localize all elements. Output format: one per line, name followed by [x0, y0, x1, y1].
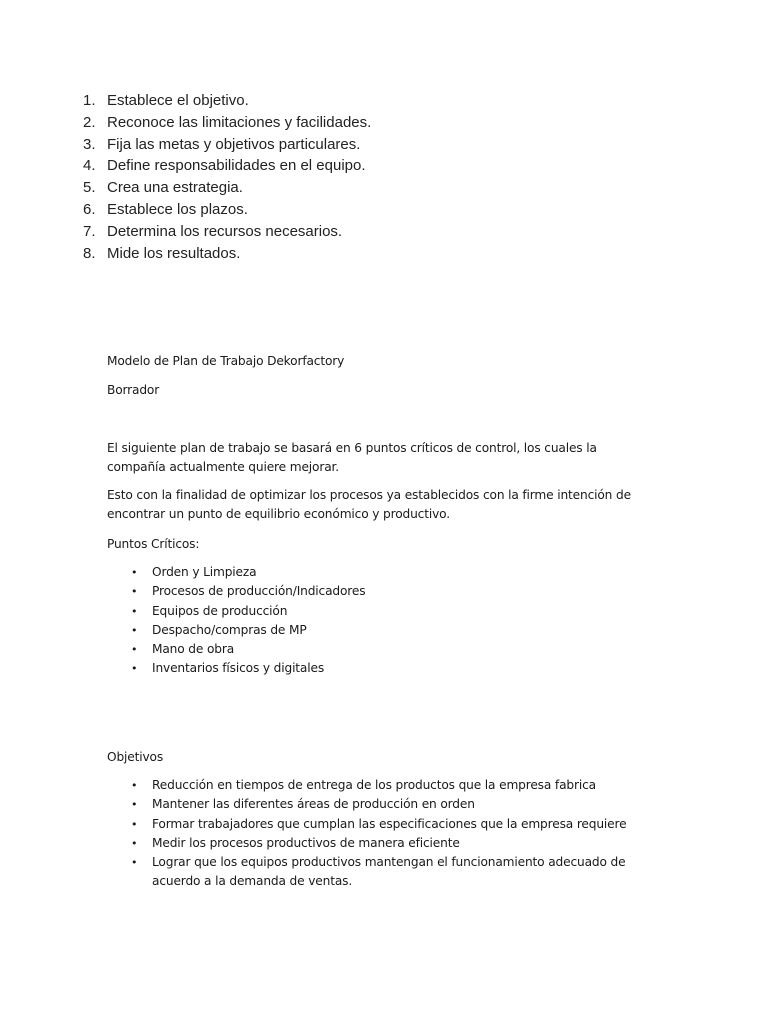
bullet-icon: •	[131, 798, 138, 812]
list-item	[83, 155, 371, 177]
list-item	[107, 582, 667, 601]
list-item-text: Fija las metas y objetivos particulares.	[107, 135, 361, 153]
list-item-text: Mide los resultados.	[107, 244, 241, 262]
bullet-icon: •	[131, 585, 138, 599]
bullet-icon: •	[131, 643, 138, 657]
list-item	[107, 834, 667, 853]
list-item	[107, 621, 667, 640]
bullet-icon: •	[131, 662, 138, 676]
list-item	[83, 199, 371, 221]
list-item	[83, 177, 371, 199]
document-title: Modelo de Plan de Trabajo Dekorfactory	[107, 354, 345, 368]
intro-paragraph: El siguiente plan de trabajo se basará en 6 puntos críticos de control, los cuales la compañía actualmente quiere mejorar.	[107, 441, 597, 474]
bullet-icon: •	[131, 817, 138, 831]
list-item-text: Procesos de producción/Indicadores	[152, 584, 366, 599]
list-item-text: Establece el objetivo.	[107, 92, 249, 109]
list-number: 4.	[83, 157, 96, 175]
list-number: 7.	[83, 222, 96, 240]
list-item-text: Orden y Limpieza	[152, 565, 257, 579]
list-item-text: Mantener las diferentes áreas de producción en orden	[152, 797, 475, 812]
list-number: 5.	[83, 179, 96, 197]
list-number: 3.	[83, 135, 96, 153]
bullet-icon: •	[131, 566, 138, 579]
list-item-text: Mano de obra	[152, 642, 235, 657]
list-item	[83, 90, 371, 112]
list-item	[107, 853, 667, 892]
list-number: 6.	[83, 200, 96, 218]
list-item-text: Formar trabajadores que cumplan las especificaciones que la empresa requiere	[152, 816, 627, 831]
list-item-text: Lograr que los equipos productivos mantengan el funcionamiento adecuado de acuerdo a la demanda de ventas.	[152, 855, 626, 889]
list-item-text: Crea una estrategia.	[107, 179, 243, 197]
critical-points-heading: Puntos Críticos:	[107, 537, 200, 551]
bullet-icon: •	[131, 623, 138, 637]
list-item-text: Equipos de producción	[152, 603, 288, 618]
bullet-icon: •	[131, 836, 138, 850]
list-item-text: Define responsabilidades en el equipo.	[107, 157, 366, 175]
list-item	[107, 563, 667, 582]
bullet-icon: •	[131, 604, 138, 618]
list-item	[107, 659, 667, 678]
list-item	[107, 776, 667, 795]
list-item-text: Determina los recursos necesarios.	[107, 222, 343, 240]
list-item-text: Medir los procesos productivos de manera eficiente	[152, 835, 460, 850]
list-number: 2.	[83, 113, 96, 131]
list-number: 1.	[83, 92, 96, 109]
list-item	[83, 221, 371, 243]
list-item	[83, 134, 371, 156]
list-item-text: Reconoce las limitaciones y facilidades.	[107, 113, 372, 131]
list-item	[107, 640, 667, 659]
list-number: 8.	[83, 244, 96, 262]
list-item	[83, 243, 371, 265]
list-item-text: Reducción en tiempos de entrega de los productos que la empresa fabrica	[152, 778, 596, 792]
steps-list	[83, 90, 371, 264]
list-item	[83, 112, 371, 134]
critical-points-list	[107, 563, 667, 679]
objectives-heading: Objetivos	[107, 750, 164, 764]
list-item-text: Despacho/compras de MP	[152, 622, 307, 637]
objectives-list	[107, 776, 667, 892]
bullet-icon: •	[131, 856, 138, 870]
draft-label: Borrador	[107, 383, 160, 397]
list-item-text: Inventarios físicos y digitales	[152, 661, 325, 676]
bullet-icon: •	[131, 779, 138, 792]
list-item	[107, 795, 667, 814]
purpose-paragraph: Esto con la finalidad de optimizar los procesos ya establecidos con la firme intención de encontrar un punto de equilibrio económico y productivo.	[107, 488, 631, 521]
list-item	[107, 815, 667, 834]
list-item	[107, 602, 667, 621]
list-item-text: Establece los plazos.	[107, 200, 248, 218]
